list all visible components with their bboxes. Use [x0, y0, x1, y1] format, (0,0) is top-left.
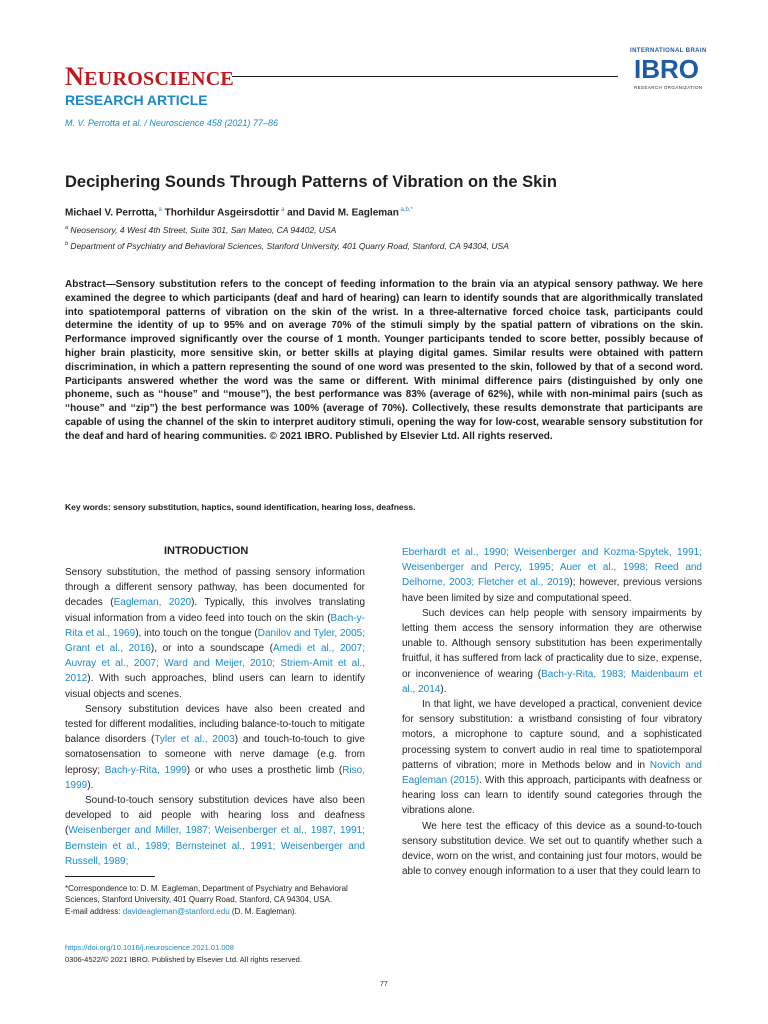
citation-link[interactable]: Tyler et al., 2003 [154, 734, 235, 746]
citation-link[interactable]: Eagleman, 2020 [113, 597, 192, 609]
author-list: Michael V. Perrotta, $^a$ Thorhildur Asgeirsdottir $^a$ and David M. Eagleman $^{a,b,*}$ [65, 207, 413, 219]
article-title: Deciphering Sounds Through Patterns of Vibration on the Skin [65, 173, 557, 191]
body-text: Such devices can help people with sensory impairments by letting them access the sensory information they are otherwise unable to. Although sensory substitution has been experimentally fruitful, it has suffered from lack of practicality due to size, expense, or inconvenience of wearing ( [402, 607, 702, 680]
paragraph [402, 819, 702, 880]
intro-right-column [402, 545, 702, 879]
body-text: ) or who uses a prosthetic limb ( [186, 764, 343, 776]
abstract: Abstract—Sensory substitution refers to the concept of feeding information to the brain via an atypical sensory pathway. We here examined the degree to which participants (deaf and hard of hearing) can learn to identify sounds that are algorithmically translated into spatiotemporal patterns of vibration on the skin of the wrist. In a three-alternative forced choice task, participants could determine the identity of up to 95% and on average 70% of the stimuli simply by the spatial pattern of vibrations on the skin. Performance improved significantly over the course of 1 month. Younger participants tended to score better, possibly because of higher brain plasticity, more sensitive skin, or better skills at playing digital games. Similar results were obtained with pattern discrimination, in which a pattern representing the sound of one word was presented to the skin, followed by that of a second word. Participants answered whether the word was the same or different. With minimal difference pairs (distinguished by only one phoneme, such as ‘‘house” and ‘‘mouse”), the best performance was 83% (average of 62%), while with non-minimal pairs (such as ‘‘house” and ‘‘zip”) the best performance was 100% (average of 70%). Collectively, these results demonstrate that participants are capable of using the channel of the skin to interpret auditory stimuli, opening the way for low-cost, wearable sensory substitution for the deaf and hard of hearing communities. © 2021 IBRO. Published by Elsevier Ltd. All rights reserved. [65, 279, 703, 442]
ibro-logo-bottom-text: RESEARCH ORGANIZATION [634, 85, 703, 90]
footnote-rule [65, 876, 155, 877]
body-text: Sensory substitution devices have also been created and tested for different modalities, including balance-to-touch to mitigate balance disorders ( [65, 703, 365, 746]
citation-link[interactable]: Bach-y-Rita, 1999 [104, 764, 187, 776]
intro-left-column [65, 565, 365, 869]
section-label: RESEARCH ARTICLE [65, 92, 208, 108]
citation-link[interactable]: Novich and Eagleman (2015) [402, 759, 702, 787]
body-text: ), into touch on the tongue ( [135, 627, 258, 639]
paragraph [402, 606, 702, 697]
body-text: Sensory substitution, the method of passing sensory information through a different sensory pathway, has been documented for decades ( [65, 567, 365, 609]
citation-line: M. V. Perrotta et al. / Neuroscience 458 (2021) 77–86 [65, 118, 278, 128]
ibro-logo [634, 54, 704, 82]
paragraph [65, 702, 365, 793]
body-text: ), or into a soundscape ( [150, 643, 274, 655]
citation-link[interactable]: Amedi et al., 2007; Auvray et al., 2007; Ward and Meijer, 2010; Striem-Amit et al., 2012 [65, 643, 365, 685]
paragraph [65, 565, 365, 702]
header-rule [232, 76, 618, 77]
journal-name: NEUROSCIENCE [65, 62, 235, 91]
keywords: Key words: sensory substitution, haptics, sound identification, hearing loss, deafness. [65, 502, 416, 512]
citation-link[interactable]: Bach-y-Rita, 1983; Maidenbaum et al., 2014 [402, 668, 702, 695]
body-text: ). Typically, this involves translating visual information from a video feed into touch on the skin ( [65, 597, 365, 624]
issn-line: 0306-4522/© 2021 IBRO. Published by Elsevier Ltd. All rights reserved. [65, 955, 302, 964]
affiliation-a: $^a$ Neosensory, 4 West 4th Street, Suite 301, San Mateo, CA 94402, USA [65, 225, 337, 235]
body-text: . With this approach, participants with deafness or hearing loss can learn to identify sound categories through the vibrations alone. [402, 775, 702, 817]
citation-link[interactable]: Weisenberger and Miller, 1987; Weisenberger et al., 1987, 1991; Bernstein et al., 1989; Bernsteinet al., 1991; Weisenberger and Russell, 1989; [65, 825, 365, 867]
paragraph [402, 697, 702, 819]
doi-link[interactable]: https://doi.org/10.1016/j.neuroscience.2021.01.008 [65, 943, 234, 952]
body-text: ) and touch-to-touch to give somatosensation to someone with nerve damage (e.g. from leprosy; [65, 734, 365, 776]
correspondence-footnote: *Correspondence to: D. M. Eagleman, Department of Psychiatry and Behavioral Sciences, Stanford University, 401 Quarry Road, Stanford, CA 94304, USA. E-mail address: davideagleman@stanford.edu (D. M. Eagleman). [65, 884, 348, 916]
body-text: ). [87, 779, 94, 791]
body-text: We here test the efficacy of this device as a sound-to-touch sensory substitution device. We set out to quantify whether such a device, worn on the wrist, and containing just four motors, would be able to convey enough information to a user that they could learn to [402, 820, 702, 878]
paragraph [402, 545, 702, 606]
email-link[interactable]: davideagleman@stanford.edu [122, 906, 230, 916]
ibro-logo-text: IBRO [634, 54, 699, 82]
body-text: ); however, previous versions have been limited by size and computational speed. [402, 577, 702, 604]
page-number: 77 [380, 981, 388, 988]
citation-link[interactable]: Bach-y-Rita et al., 1969 [65, 612, 365, 639]
paragraph [65, 793, 365, 869]
body-text: In that light, we have developed a practical, convenient device for sensory substitution: a wristband consisting of four vibratory motors, a microphone to capture sound, and a sophisticated processing system to convert audio in real time to spatiotemporal patterns of vibration; more in Methods below and in [402, 699, 702, 771]
citation-link[interactable]: Eberhardt et al., 1990; Weisenberger and Kozma-Spytek, 1991; Weisenberger and Percy, 1995; Auer et al., 1998; Reed and Delhorne, 2003; Fletcher et al., 2019 [402, 547, 702, 589]
body-text: ). [440, 683, 447, 695]
citation-link[interactable]: Riso, 1999 [65, 764, 366, 791]
affiliation-b: $^b$ Department of Psychiatry and Behavioral Sciences, Stanford University, 401 Quarry Road, Stanford, CA 94304, USA [65, 241, 509, 251]
introduction-heading: INTRODUCTION [164, 545, 249, 557]
body-text: Sound-to-touch sensory substitution devices have also been developed to aid people with hearing loss and deafness ( [65, 795, 365, 837]
body-text: ). With such approaches, blind users can learn to identify visual objects and scenes. [65, 673, 365, 700]
citation-link[interactable]: Danilov and Tyler, 2005; Grant et al., 2016 [65, 627, 366, 655]
ibro-logo-top-text: INTERNATIONAL BRAIN [630, 48, 707, 54]
